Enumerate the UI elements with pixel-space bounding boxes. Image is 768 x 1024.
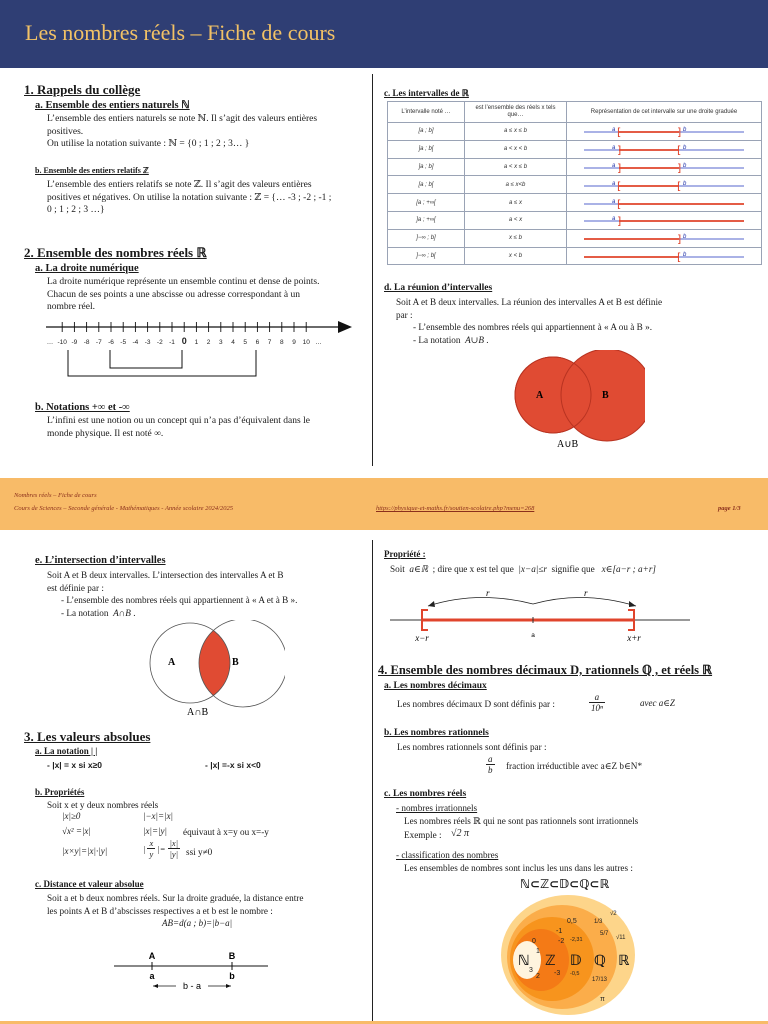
interval-representation [567,194,762,212]
interval-bound-label: a [612,180,616,187]
interval-condition: a < x ≤ b [465,158,567,176]
radius-label-left: r [486,588,490,598]
set-n-label: ℕ [518,953,530,969]
footer-page-number: page 1/3 [718,505,741,512]
interval-row [388,247,762,265]
column-divider-page2 [372,540,373,1024]
abs-def-negative: - |x| =-x si x<0 [205,760,261,770]
number-sets-diagram [498,893,638,1017]
number-line-label: 1 [194,339,199,346]
radius-label-right: r [584,588,588,598]
svg-text:√11: √11 [616,935,626,941]
set-r-label: ℝ [618,953,630,969]
union-caption: A∪B [557,439,579,450]
footer-title: Nombres réels – Fiche de cours [14,492,97,499]
section-1-heading: 1. Rappels du collège [24,82,141,97]
section-d-title: d. La réunion d’intervalles [384,283,493,293]
section-4b-title: b. Les nombres rationnels [384,728,489,738]
footer-course: Cours de Sciences – Seconde générale - Mathématiques - Année scolaire 2024/2025 [14,505,233,512]
svg-text:√2: √2 [610,911,617,917]
intersection-notation: A∩B [113,607,131,618]
interval-condition: a ≤ x [465,194,567,212]
interval-row [388,211,762,229]
set-q-label: ℚ [594,953,606,969]
page-footer [0,478,768,530]
set-inclusion-chain: ℕ⊂ℤ⊂𝔻⊂ℚ⊂ℝ [520,877,610,891]
union-notation: A∪B [465,334,484,345]
section-1a-title: a. Ensemble des entiers naturels ℕ [35,100,190,111]
svg-text:5/7: 5/7 [600,931,609,937]
interval-representation-svg [574,212,754,226]
interval-representation-svg [574,195,754,209]
svg-text:-1: -1 [556,928,563,935]
distance-diagram [110,948,272,992]
interval-representation [567,176,762,194]
interval-bracket: ] [677,161,682,173]
title-banner [0,0,768,68]
section-2a-text: La droite numérique représente un ensemble continu et dense de points. Chacun de ses points a une abscisse ou adresse correspondant à un nombre réel. [47,277,320,312]
prop-abs-neg: |−x|=|x| [143,811,174,821]
interval-notation: ]a ; b[ [388,140,465,158]
union-venn-diagram [505,350,645,450]
svg-text:0: 0 [532,938,536,945]
section-2b-text: L’infini est une notion ou un concept qui n’a pas d’équivalent dans le monde physique. Il est noté ∞. [47,416,310,439]
interval-representation [567,123,762,141]
interval-bracket: ] [617,161,622,173]
interval-bracket: [ [677,250,682,262]
prop-sqrt: √x² =|x| [62,826,91,836]
intersection-label-a: A [168,657,176,668]
distance-point-b: B [228,951,236,961]
interval-row [388,194,762,212]
section-4a-title: a. Les nombres décimaux [384,681,487,691]
interval-representation-svg [574,159,754,173]
section-2-heading: 2. Ensemble des nombres réels ℝ [24,245,207,260]
number-line-label: -6 [108,339,114,346]
prop-equal-text: équivaut à x=y ou x=-y [183,827,269,837]
svg-text:0,5: 0,5 [567,918,577,925]
interval-representation [567,211,762,229]
intervals-table [387,101,762,265]
number-line-label: 9 [292,339,296,346]
interval-representation-svg [574,248,754,262]
section-2a-title: a. La droite numérique [35,263,139,274]
rational-condition: fraction irréductible avec a∈Z b∈N* [506,761,643,771]
svg-text:1/3: 1/3 [594,919,603,925]
svg-text:17/13: 17/13 [592,977,608,983]
number-line-label: -8 [83,339,90,346]
interval-bound-label: a [612,162,616,169]
union-label-b: B [602,390,609,401]
irrational-text: Les nombres réels ℝ qui ne sont pas rationnels sont irrationnels [404,816,639,826]
section-3b-text: Soit x et y deux nombres réels [47,800,159,810]
distance-formula: AB=d(a ; b)=|b−a| [162,918,233,928]
number-line-label: -9 [71,339,78,346]
set-z-label: ℤ [545,953,556,969]
interval-row [388,140,762,158]
interval-bracket: [ [617,197,622,209]
interval-condition: a < x [465,211,567,229]
abs-def-positive: - |x| = x si x≥0 [47,760,103,770]
union-label-a: A [536,390,544,401]
section-c-title: c. Les intervalles de ℝ [384,88,469,98]
section-3c-title: c. Distance et valeur absolue [35,879,144,889]
distance-point-a: A [148,951,156,961]
section-d-text: Soit A et B deux intervalles. La réunion des intervalles A et B est définie par : - L’ensemble des nombres réels qui appartiennent à « A ou à B ». - La notation A∪B . [396,297,663,345]
interval-bound-label: b [683,234,687,241]
interval-bracket: [ [617,125,622,138]
intervals-header-interval: L’intervalle noté … [388,102,465,123]
number-line-label: 2 [206,339,211,346]
number-line-label: -7 [95,339,102,346]
distance-abscissa-a: a [149,971,155,981]
prop-product: |x×y|=|x|·|y| [62,846,108,856]
interval-bracket: ] [617,214,622,227]
intervals-header-representation: Représentation de cet intervalle sur une droite graduée [567,102,762,123]
number-line-label: 6 [255,339,260,346]
interval-bracket: ] [617,143,622,156]
interval-bound-label: b [683,251,687,258]
interval-condition: a ≤ x<b [465,176,567,194]
page-title: Les nombres réels – Fiche de cours [25,20,336,45]
interval-notation: [a ; +∞[ [388,194,465,212]
number-line-label: -5 [120,339,127,346]
svg-text:-2: -2 [558,938,565,945]
section-1b-title: b. Ensemble des entiers relatifs ℤ [35,166,149,175]
number-line-label: … [315,339,322,346]
interval-representation [567,140,762,158]
irrational-example-label: Exemple : [404,830,442,840]
section-2b-title: b. Notations +∞ et -∞ [35,402,130,413]
interval-bound-label: b [683,145,687,152]
number-line-label: -1 [169,339,175,346]
section-e-title: e. L’intersection d’intervalles [35,555,166,566]
section-1b-text: L’ensemble des entiers relatifs se note ℤ. Il s’agit des valeurs entières positives et négatives. On utilise la notation suivante : ℤ = {… -3 ; -2 ; -1 ; 0 ; 1 ; 2 ; 3 …} [47,180,332,215]
irrational-subtitle: - nombres irrationnels [396,803,478,813]
interval-bracket: [ [677,179,682,191]
interval-center: a [531,632,535,639]
intersection-caption: A∩B [187,707,209,718]
number-line-label: 10 [302,339,310,346]
number-line-label: -10 [57,339,67,346]
property-title: Propriété : [384,549,426,559]
interval-representation [567,229,762,247]
interval-representation [567,158,762,176]
number-line-label: 0 [181,336,187,346]
number-line-label: -3 [144,339,151,346]
interval-notation: ]−∞ ; b[ [388,247,465,265]
intersection-venn-diagram [145,620,285,720]
svg-text:-0,5: -0,5 [570,971,580,977]
interval-bound-label: a [612,127,616,134]
interval-representation-svg [574,177,754,191]
classification-text: Les ensembles de nombres sont inclus les uns dans les autres : [404,863,633,873]
number-line-label: -2 [156,339,163,346]
interval-notation: ]a ; b] [388,158,465,176]
intersection-label-b: B [232,657,239,668]
interval-representation-svg [574,123,754,137]
number-line-label: 3 [218,339,223,346]
rational-fraction: a b [488,754,493,775]
prop-abs-nonneg: |x|≥0 [62,811,81,821]
interval-row [388,176,762,194]
prop-equal: |x|=|y| [143,826,167,836]
number-line-label: … [46,339,54,346]
interval-condition: a < x < b [465,140,567,158]
section-4-heading: 4. Ensemble des nombres décimaux D, rationnels ℚ , et réels ℝ [378,663,713,677]
interval-bound-label: a [612,145,616,152]
section-4c-title: c. Les nombres réels [384,789,467,799]
set-d-label: 𝔻 [570,953,582,969]
interval-notation: ]−∞ ; b] [388,229,465,247]
interval-condition: a ≤ x ≤ b [465,123,567,141]
section-1a-text: L’ensemble des entiers naturels se note ℕ. Il s’agit des valeurs entières positives. On utilise la notation suivante : ℕ = {0 ; 1 ; 2 ; 3… } [47,114,318,149]
interval-bound-label: b [683,127,687,134]
svg-text:2: 2 [536,973,540,980]
interval-row [388,123,762,141]
distance-abscissa-b: b [229,971,235,981]
interval-notation: [a ; b[ [388,176,465,194]
interval-bound-label: a [612,216,616,223]
decimal-condition: avec a∈Z [640,698,675,708]
number-line-label: 8 [279,339,284,346]
svg-text:-3: -3 [554,970,561,977]
interval-representation [567,247,762,265]
interval-bound-label: b [683,162,687,169]
footer-link[interactable]: https://physique-et-maths.fr/soutien-scolaire.php?menu=268 [376,505,535,512]
property-text: Soit a∈ℝ ; dire que x est tel que |x−a|≤r signifie que x∈[a−r ; a+r] [390,564,656,574]
decimal-fraction: a 10ⁿ [591,692,603,713]
interval-bracket: ] [677,232,682,245]
interval-right-bound: x+r [627,633,641,643]
interval-row [388,229,762,247]
svg-text:-2,31: -2,31 [570,937,583,943]
number-line-label: 7 [267,339,272,346]
distance-length-label: b - a [182,981,202,991]
prop-quotient-text: ssi y≠0 [186,847,213,857]
section-3b-title: b. Propriétés [35,787,85,797]
number-line-figure [40,316,360,382]
interval-notation: ]a ; +∞[ [388,211,465,229]
section-4b-text: Les nombres rationnels sont définis par : [397,742,547,752]
number-line-label: 5 [243,339,248,346]
classification-subtitle: - classification des nombres [396,850,499,860]
interval-bracket: [ [617,179,622,191]
section-3-heading: 3. Les valeurs absolues [24,729,151,744]
interval-bracket: [ [677,143,682,156]
interval-representation-svg [574,141,754,155]
interval-notation: [a ; b] [388,123,465,141]
svg-text:1: 1 [536,948,540,955]
column-divider [372,74,373,466]
section-3a-title: a. La notation | | [35,746,98,756]
irrational-examples: √2 π [451,828,469,839]
interval-bound-label: b [683,180,687,187]
intervals-header-condition: est l’ensemble des réels x tels que… [465,102,567,123]
number-line-label: -4 [132,339,139,346]
interval-row [388,158,762,176]
interval-condition: x < b [465,247,567,265]
svg-text:3: 3 [529,967,533,974]
number-line-label: 4 [231,339,235,346]
interval-bound-label: a [612,198,616,205]
absolute-interval-diagram [388,582,696,644]
interval-bracket: ] [677,125,682,138]
section-4a-text: Les nombres décimaux D sont définis par : [397,699,555,709]
interval-representation-svg [574,230,754,244]
interval-condition: x ≤ b [465,229,567,247]
section-e-text: Soit A et B deux intervalles. L’intersection des intervalles A et B est définie par : - L’ensemble des nombres réels qui appartiennent à « A et à B ». - La notation A∩B . [47,570,298,618]
prop-quotient: | $\frac{x}{y}$ |= $\frac{|x|}{|y|}$ [143,838,179,859]
interval-left-bound: x−r [415,633,429,643]
svg-text:π: π [600,996,605,1003]
section-3c-text: Soit a et b deux nombres réels. Sur la droite graduée, la distance entre les points A et B d’abscisses respectives a et b est le nombre : [47,893,304,916]
